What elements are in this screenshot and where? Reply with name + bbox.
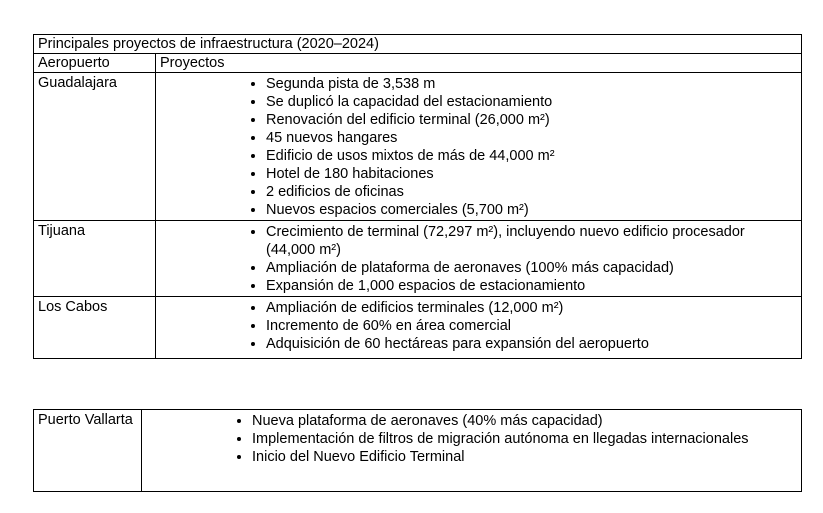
table-row-tijuana xyxy=(34,221,802,297)
table-row-los-cabos xyxy=(34,297,802,359)
projects-cell-los-cabos xyxy=(156,297,802,359)
table-row-guadalajara xyxy=(34,73,802,221)
project-item: • Hotel de 180 habitaciones xyxy=(266,165,797,183)
column-header-aeropuerto: Aeropuerto xyxy=(34,54,156,73)
project-item: • Nuevos espacios comerciales (5,700 m²) xyxy=(266,201,797,219)
projects-cell-tijuana xyxy=(156,221,802,297)
projects-list-guadalajara xyxy=(156,75,797,219)
project-item: • Implementación de filtros de migración autónoma en llegadas internacionales xyxy=(252,430,797,448)
projects-list-tijuana xyxy=(156,223,797,295)
project-item: • Expansión de 1,000 espacios de estacionamiento xyxy=(266,277,797,295)
projects-cell-guadalajara xyxy=(156,73,802,221)
airport-name-los-cabos: Los Cabos xyxy=(34,297,156,359)
table-row-puerto-vallarta xyxy=(34,410,802,492)
airport-name-guadalajara: Guadalajara xyxy=(34,73,156,221)
column-header-proyectos: Proyectos xyxy=(156,54,802,73)
projects-list-puerto-vallarta xyxy=(142,412,797,466)
project-item: • 2 edificios de oficinas xyxy=(266,183,797,201)
project-item: • Ampliación de plataforma de aeronaves (100% más capacidad) xyxy=(266,259,797,277)
project-item: • Inicio del Nuevo Edificio Terminal xyxy=(252,448,797,466)
table-title: Principales proyectos de infraestructura (2020–2024) xyxy=(34,35,802,54)
project-item: • Incremento de 60% en área comercial xyxy=(266,317,797,335)
airport-name-puerto-vallarta: Puerto Vallarta xyxy=(34,410,142,492)
projects-cell-puerto-vallarta xyxy=(142,410,802,492)
project-item: • Se duplicó la capacidad del estacionamiento xyxy=(266,93,797,111)
infrastructure-projects-table xyxy=(33,34,802,359)
table-header-row xyxy=(34,54,802,73)
puerto-vallarta-table xyxy=(33,409,802,492)
project-item: • Segunda pista de 3,538 m xyxy=(266,75,797,93)
project-item: • Ampliación de edificios terminales (12,000 m²) xyxy=(266,299,797,317)
airport-name-tijuana: Tijuana xyxy=(34,221,156,297)
project-item: • 45 nuevos hangares xyxy=(266,129,797,147)
project-item: • Adquisición de 60 hectáreas para expansión del aeropuerto xyxy=(266,335,797,353)
projects-list-los-cabos xyxy=(156,299,797,353)
project-item: • Edificio de usos mixtos de más de 44,000 m² xyxy=(266,147,797,165)
project-item: • Renovación del edificio terminal (26,000 m²) xyxy=(266,111,797,129)
project-item: • Nueva plataforma de aeronaves (40% más capacidad) xyxy=(252,412,797,430)
table-title-row xyxy=(34,35,802,54)
project-item: • Crecimiento de terminal (72,297 m²), incluyendo nuevo edificio procesador (44,000 m²) xyxy=(266,223,797,259)
